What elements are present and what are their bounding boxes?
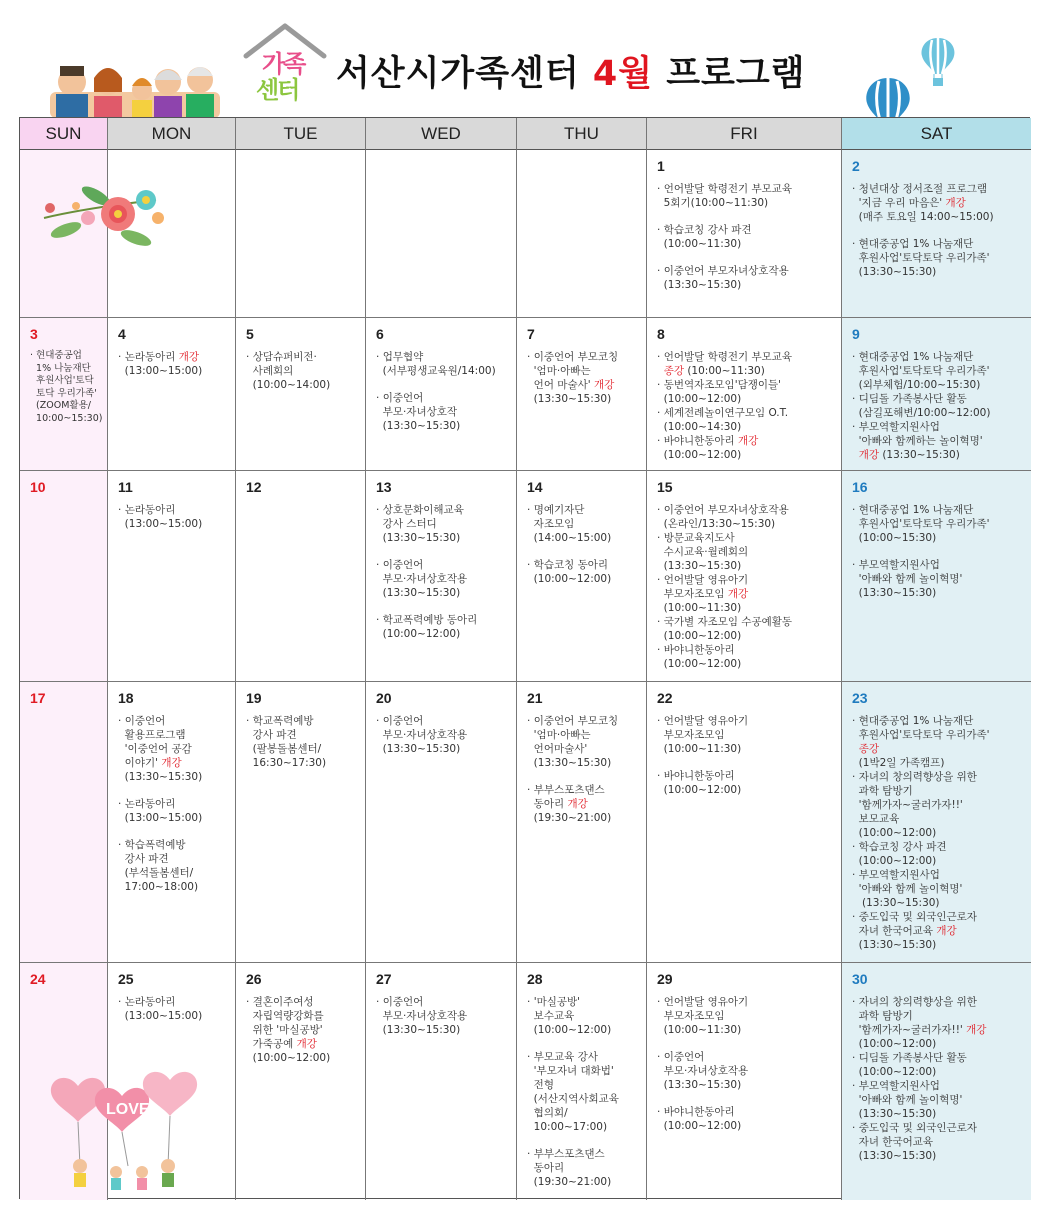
event-item <box>376 714 516 756</box>
event-item <box>852 770 1031 840</box>
day-number: 6 <box>376 326 384 342</box>
event-item <box>657 182 841 210</box>
event-status-badge: 개강 <box>966 1024 987 1036</box>
event-status-badge: 개강 <box>858 449 879 461</box>
event-text: (매주 토요일 14:00~15:00) <box>858 211 994 223</box>
event-text: 학교폭력예방 강사 파견 (팔봉돌봄센터/ 16:30~17:30) <box>252 715 327 769</box>
day-number: 12 <box>246 479 262 495</box>
calendar-day-cell <box>842 682 1031 963</box>
event-item <box>376 503 516 545</box>
event-text: 자녀의 창의력향상을 위한 과학 탐방기 '함께가자~굴러가자!!' 보모교육 (10:00~12:00) <box>858 771 977 839</box>
event-text: 명예기자단 자조모임 (14:00~15:00) <box>533 504 612 544</box>
calendar-day-cell <box>20 471 108 682</box>
event-item <box>657 643 841 671</box>
event-text: 언어발달 영유아기 부모자조모임 (10:00~11:30) <box>663 996 749 1036</box>
event-status-badge: 개강 <box>593 379 615 391</box>
event-item <box>527 1050 646 1134</box>
day-number: 16 <box>852 479 868 495</box>
day-number: 15 <box>657 479 673 495</box>
event-item <box>657 573 841 615</box>
event-text: 언어발달 학령전기 부모교육 5회기(10:00~11:30) <box>663 183 793 209</box>
event-text: 학습코칭 강사 파견 (10:00~11:30) <box>663 224 752 250</box>
calendar-day-cell <box>366 471 517 682</box>
event-text: 중도입국 및 외국인근로자 자녀 한국어교육 (13:30~15:30) <box>858 1122 977 1162</box>
event-text: 이중언어 부모코칭 '엄마·아빠는 언어 마술사' <box>533 351 619 391</box>
event-text: 중도입국 및 외국인근로자 자녀 한국어교육 <box>858 911 977 937</box>
event-item <box>118 995 235 1023</box>
event-text: 부모역할지원사업 '아빠와 함께하는 놀이혁명' <box>858 421 983 447</box>
logo-text-line1: 가족 <box>262 50 305 78</box>
day-number: 9 <box>852 326 860 342</box>
calendar-day-cell <box>108 682 236 963</box>
day-number: 5 <box>246 326 254 342</box>
day-number: 23 <box>852 690 868 706</box>
event-status-badge: 개강 <box>296 1038 317 1050</box>
event-text: (13:30~15:30) <box>124 771 203 783</box>
event-item <box>852 1079 1031 1121</box>
day-header-thu: THU <box>517 118 647 150</box>
day-number: 24 <box>30 971 46 987</box>
event-text: 이중언어 부모·자녀상호작용 (13:30~15:30) <box>382 996 468 1036</box>
event-text: 현대중공업 1% 나눔재단 후원사업'토닥 토닥 우리가족' (ZOOM활용/ 10:00~15:30) <box>36 350 103 424</box>
event-item <box>852 182 1031 224</box>
event-item <box>118 797 235 825</box>
event-item <box>118 838 235 894</box>
logo-text-line2: 센터 <box>256 76 299 104</box>
event-text: 결혼이주여성 자립역량강화를 위한 '마실공방' 가죽공예 <box>252 996 324 1050</box>
event-item <box>852 1051 1031 1079</box>
day-number: 4 <box>118 326 126 342</box>
event-text: 학습폭력예방 강사 파견 (부석돌봄센터/ 17:00~18:00) <box>124 839 199 893</box>
event-item <box>246 995 365 1065</box>
event-status-badge: 개강 <box>567 798 588 810</box>
family-illustration <box>50 52 220 118</box>
event-text: 부모역할지원사업 '아빠와 함께 놀이혁명' (13:30~15:30) <box>858 559 963 599</box>
event-status-badge: 종강 <box>858 743 879 755</box>
day-number: 28 <box>527 971 543 987</box>
day-number: 13 <box>376 479 392 495</box>
event-text: 언어발달 영유아기 부모자조모임 (10:00~11:30) <box>663 715 749 755</box>
event-text: 상담슈퍼비전· 사례회의 (10:00~14:00) <box>252 351 331 391</box>
event-text: 바야니한동아리 (10:00~12:00) <box>663 1106 742 1132</box>
event-item <box>118 503 235 531</box>
event-item <box>657 434 841 462</box>
event-item <box>657 350 841 378</box>
calendar-day-cell <box>366 318 517 471</box>
day-header-sat: SAT <box>842 118 1031 150</box>
calendar-day-cell <box>236 471 366 682</box>
event-text: (10:00~11:30) <box>663 602 742 614</box>
calendar-day-cell <box>236 318 366 471</box>
calendar-day-cell <box>517 471 647 682</box>
event-item <box>527 503 646 545</box>
calendar-day-cell <box>517 318 647 471</box>
day-header-fri: FRI <box>647 118 842 150</box>
event-item <box>376 995 516 1037</box>
day-header-wed: WED <box>366 118 517 150</box>
event-item <box>852 910 1031 952</box>
event-item <box>852 714 1031 770</box>
event-item <box>657 406 841 434</box>
event-text: 이중언어 부모자녀상호작용 (13:30~15:30) <box>663 265 789 291</box>
event-item <box>852 995 1031 1051</box>
event-item <box>852 868 1031 910</box>
page-title: 서산시가족센터 4월 프로그램 <box>336 54 806 94</box>
calendar-day-cell <box>647 150 842 318</box>
calendar-day-cell <box>647 963 842 1200</box>
event-text: (19:30~21:00) <box>533 812 612 824</box>
event-text: 이중언어 활용프로그램 '이중언어 공감 이야기' <box>124 715 192 769</box>
event-text: 업무협약 (서부평생교육원/14:00) <box>382 351 496 377</box>
event-text: 학습코칭 동아리 (10:00~12:00) <box>533 559 612 585</box>
day-number: 26 <box>246 971 262 987</box>
event-text: 동번역자조모임'담쟁이들' (10:00~12:00) <box>663 379 782 405</box>
event-item <box>118 350 235 378</box>
event-text: 부모역할지원사업 '아빠와 함께 놀이혁명' (13:30~15:30) <box>858 1080 963 1120</box>
event-text: 현대중공업 1% 나눔재단 후원사업'토닥토닥 우리가족' (13:30~15:30) <box>858 238 990 278</box>
day-number: 1 <box>657 158 665 174</box>
event-item <box>852 558 1031 600</box>
event-text: 디딤돌 가족봉사단 활동 (삼길포해변/10:00~12:00) <box>858 393 991 419</box>
event-item <box>657 223 841 251</box>
event-text: 언어발달 학령전기 부모교육 <box>663 351 793 363</box>
day-number: 18 <box>118 690 134 706</box>
event-status-badge: 개강 <box>178 351 200 363</box>
event-text: 논라동아리 (13:00~15:00) <box>124 504 203 530</box>
calendar-day-cell <box>20 318 108 471</box>
event-text: (10:00~12:00) <box>858 1038 937 1050</box>
event-text: (13:00~15:00) <box>124 365 203 377</box>
event-item <box>376 350 516 378</box>
day-number: 7 <box>527 326 535 342</box>
calendar-day-cell <box>517 150 647 318</box>
day-number: 11 <box>118 479 133 495</box>
day-number: 20 <box>376 690 392 706</box>
event-status-badge: 개강 <box>161 757 182 769</box>
calendar-day-cell <box>20 682 108 963</box>
calendar-day-cell <box>236 682 366 963</box>
calendar-day-cell <box>842 318 1031 471</box>
event-item <box>852 350 1031 392</box>
calendar-day-cell <box>366 682 517 963</box>
calendar-day-cell <box>842 150 1031 318</box>
calendar-day-cell <box>236 150 366 318</box>
event-text: 현대중공업 1% 나눔재단 후원사업'토닥토닥 우리가족' <box>858 715 990 741</box>
event-text: 방문교육지도사 수시교육·월례회의 (13:30~15:30) <box>663 532 749 572</box>
day-header-tue: TUE <box>236 118 366 150</box>
event-item <box>657 1105 841 1133</box>
event-status-badge: 개강 <box>727 588 749 600</box>
title-month: 4월 <box>592 54 654 94</box>
calendar-day-cell <box>108 471 236 682</box>
event-item <box>657 264 841 292</box>
calendar-day-cell <box>842 471 1031 682</box>
event-text: 현대중공업 1% 나눔재단 후원사업'토닥토닥 우리가족' (외부체험/10:00~15:30) <box>858 351 990 391</box>
event-item <box>852 420 1031 462</box>
event-text: 상호문화이해교육 강사 스터디 (13:30~15:30) <box>382 504 464 544</box>
event-text: 이중언어 부모·자녀상호작용 (13:30~15:30) <box>663 1051 749 1091</box>
event-text: (10:00~11:30) <box>683 365 765 377</box>
event-status-badge: 종강 <box>663 365 684 377</box>
event-text: 이중언어 부모자녀상호작용 (온라인/13:30~15:30) <box>663 504 789 530</box>
calendar-day-cell <box>366 963 517 1200</box>
event-item <box>657 995 841 1037</box>
day-number: 30 <box>852 971 868 987</box>
event-text: '마실공방' 보수교육 (10:00~12:00) <box>533 996 612 1036</box>
calendar-day-cell <box>647 471 842 682</box>
event-text: 학습코칭 강사 파견 (10:00~12:00) <box>858 841 947 867</box>
calendar-day-cell <box>647 318 842 471</box>
event-item <box>657 503 841 531</box>
event-item <box>527 995 646 1037</box>
calendar-day-cell <box>236 963 366 1200</box>
event-item <box>246 350 365 392</box>
event-text: (13:30~15:30) <box>858 939 937 951</box>
day-number: 22 <box>657 690 673 706</box>
event-item <box>527 783 646 825</box>
event-item <box>376 613 516 641</box>
event-status-badge: 개강 <box>945 197 966 209</box>
love-balloons-illustration <box>44 1066 204 1194</box>
calendar-grid <box>19 117 1030 1199</box>
event-item <box>30 350 107 425</box>
event-text: 이중언어 부모·자녀상호작용 (13:30~15:30) <box>382 715 468 755</box>
event-item <box>657 378 841 406</box>
event-text: 이중언어 부모·자녀상호작용 (13:30~15:30) <box>382 559 468 599</box>
event-text: 바야니한동아리 (10:00~12:00) <box>663 644 742 670</box>
event-item <box>852 1121 1031 1163</box>
event-text: 부모역할지원사업 '아빠와 함께 놀이혁명' (13:30~15:30) <box>858 869 963 909</box>
event-item <box>376 391 516 433</box>
event-item <box>852 392 1031 420</box>
event-text: 청년대상 정서조절 프로그램 '지금 우리 마음은' <box>858 183 988 209</box>
day-header-sun: SUN <box>20 118 108 150</box>
calendar-day-cell <box>517 682 647 963</box>
family-center-logo <box>240 22 330 104</box>
calendar-day-cell <box>108 318 236 471</box>
flower-bouquet-illustration <box>36 178 171 258</box>
event-status-badge: 개강 <box>936 925 957 937</box>
event-item <box>376 558 516 600</box>
day-number: 21 <box>527 690 543 706</box>
love-text: LOVE <box>106 1101 150 1118</box>
event-text: 학교폭력예방 동아리 (10:00~12:00) <box>382 614 478 640</box>
event-item <box>657 531 841 573</box>
day-number: 8 <box>657 326 665 342</box>
event-status-badge: 개강 <box>738 435 759 447</box>
event-item <box>657 1050 841 1092</box>
event-item <box>246 714 365 770</box>
calendar-day-cell <box>366 150 517 318</box>
event-text: (10:00~12:00) <box>252 1052 331 1064</box>
event-text: 부부스포츠댄스 동아리 <box>533 784 605 810</box>
calendar-day-cell <box>517 963 647 1200</box>
day-number: 17 <box>30 690 46 706</box>
event-text: 세계전례놀이연구모임 O.T. (10:00~14:30) <box>663 407 789 433</box>
event-item <box>852 840 1031 868</box>
event-text: (10:00~12:00) <box>663 449 742 461</box>
event-text: 언어발달 영유아기 부모자조모임 <box>663 574 749 600</box>
event-text: 자녀의 창의력향상을 위한 과학 탐방기 '함께가자~굴러가자!!' <box>858 996 977 1036</box>
event-text: 논라동아리 <box>124 351 179 363</box>
event-text: 부부스포츠댄스 동아리 (19:30~21:00) <box>533 1148 612 1188</box>
event-text: 바야니한동아리 <box>663 435 739 447</box>
day-number: 29 <box>657 971 673 987</box>
day-number: 25 <box>118 971 134 987</box>
calendar-day-cell <box>647 682 842 963</box>
event-item <box>657 714 841 756</box>
event-text: 디딤돌 가족봉사단 활동 (10:00~12:00) <box>858 1052 967 1078</box>
event-item <box>852 503 1031 545</box>
event-text: 논라동아리 (13:00~15:00) <box>124 996 203 1022</box>
event-text: (1박2일 가족캠프) <box>858 757 945 769</box>
event-text: 논라동아리 (13:00~15:00) <box>124 798 203 824</box>
event-item <box>527 350 646 406</box>
event-text: 현대중공업 1% 나눔재단 후원사업'토닥토닥 우리가족' (10:00~15:30) <box>858 504 990 544</box>
event-item <box>657 615 841 643</box>
event-item <box>527 714 646 770</box>
day-number: 14 <box>527 479 543 495</box>
calendar-day-cell <box>842 963 1031 1200</box>
event-item <box>657 769 841 797</box>
day-header-mon: MON <box>108 118 236 150</box>
day-number: 27 <box>376 971 392 987</box>
event-text: 이중언어 부모·자녀상호작 (13:30~15:30) <box>382 392 461 432</box>
day-number: 3 <box>30 326 38 342</box>
event-item <box>527 558 646 586</box>
event-text: 국가별 자조모임 수공예활동 (10:00~12:00) <box>663 616 793 642</box>
event-item <box>527 1147 646 1189</box>
event-text: 바야니한동아리 (10:00~12:00) <box>663 770 742 796</box>
event-text: 이중언어 부모코칭 '엄마·아빠는 언어마술사' (13:30~15:30) <box>533 715 619 769</box>
event-text: (13:30~15:30) <box>878 449 960 461</box>
day-number: 2 <box>852 158 860 174</box>
day-number: 19 <box>246 690 262 706</box>
day-number: 10 <box>30 479 46 495</box>
event-item <box>852 237 1031 279</box>
hot-air-balloon-icon <box>918 36 958 88</box>
page-header <box>0 0 1049 118</box>
event-text: 부모교육 강사 '부모자녀 대화법' 전형 (서산지역사회교육 협의회/ 10:00~17:00) <box>533 1051 619 1133</box>
event-item <box>118 714 235 784</box>
event-text: (13:30~15:30) <box>533 393 612 405</box>
